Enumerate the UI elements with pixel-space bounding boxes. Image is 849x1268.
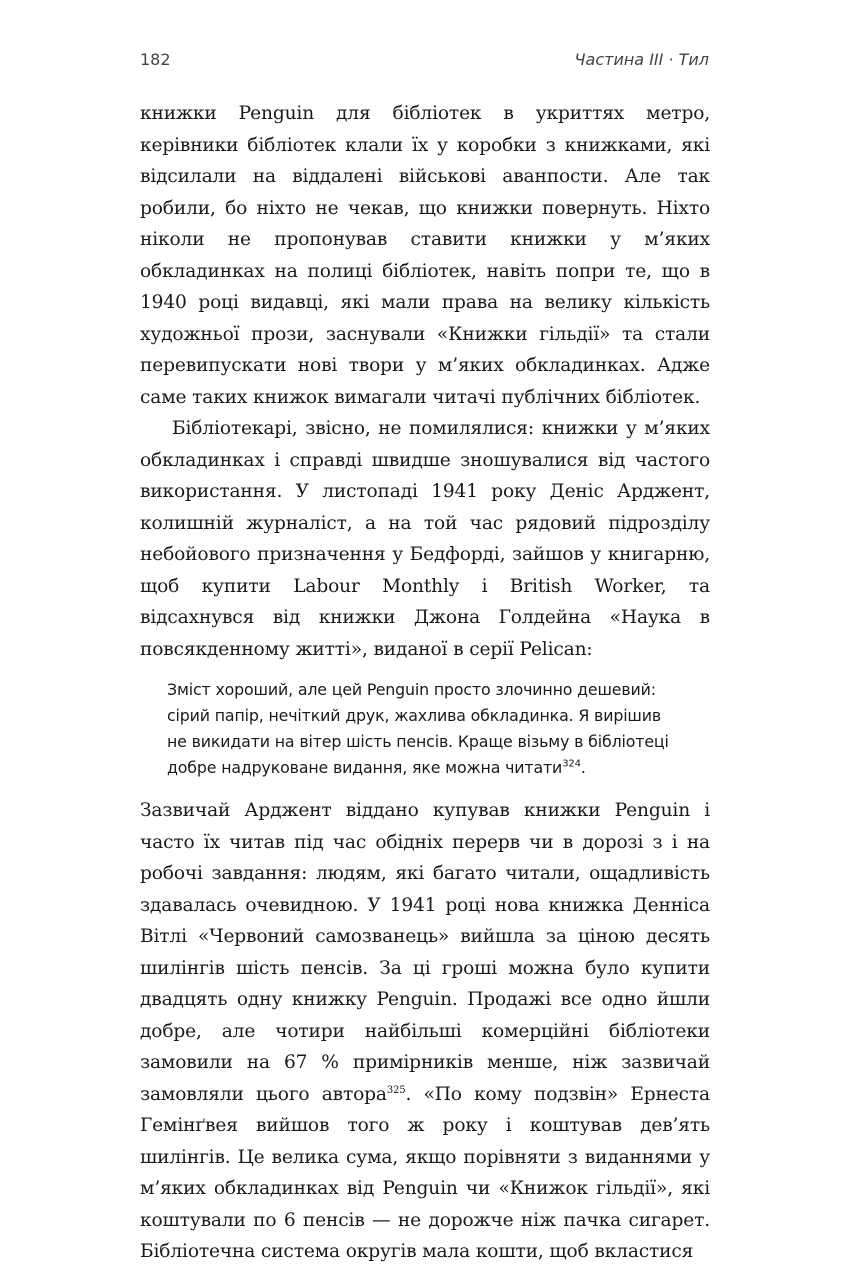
paragraph-3-part-2: . «По кому подзвін» Ернеста Гемінґвея вийшов того ж року і коштував дев’ять шилінгів. Це велика сума, якщо порівняти з виданнями у м’яких обкладинках від Penguin чи «Книжок гільдії», які коштували по 6 пенсів — не дорожче ніж пачка сигарет. Бібліотечна система округів мала кошти, щоб вкластися (140, 1083, 710, 1262)
quote-line-4 (167, 755, 710, 781)
quote-line-2: сірий папір, нечіткий друк, жахлива обкладинка. Я вирішив (167, 706, 662, 725)
running-head: Частина III · Тил (574, 50, 709, 69)
paragraph-2: Бібліотекарі, звісно, не помилялися: книжки у м’яких обкладинках і справді швидше зношувалися від частого використання. У листопаді 1941 року Деніс Арджент, колишній журналіст, а на той час рядовий підрозділу небойового призначення у Бедфорді, зайшов у книгарню, щоб купити Labour Monthly і British Worker, та відсахнувся від книжки Джона Голдейна «Наука в повсякденному житті», виданої в серії Pelican: (140, 418, 710, 660)
quote-end-punct: . (580, 758, 586, 777)
page-header (140, 50, 709, 74)
body-text (140, 98, 710, 1268)
paragraph-3 (140, 795, 710, 1268)
page-number: 182 (140, 50, 171, 69)
quote-line-1: Зміст хороший, але цей Penguin просто злочинно дешевий: (167, 680, 656, 699)
paragraph-3-part-1: Зазвичай Арджент віддано купував книжки Penguin і часто їх читав під час обідніх перерв чи в дорозі з і на робочі завдання: людям, які багато читали, ощадливість здавалась очевидною. У 1941 році нова книжка Денніса Вітлі «Червоний самозванець» вийшла за ціною десять шилінгів шість пенсів. За ці гроші можна було купити двадцять одну книжку Penguin. Продажі все одно йшли добре, але чотири найбільші комерційні бібліотеки замовили на 67 % примірників менше, ніж зазвичай замовляли цього автора (140, 800, 710, 1105)
block-quote (167, 677, 710, 781)
footnote-ref-325[interactable]: 325 (386, 1084, 406, 1096)
quote-line-4-text: добре надруковане видання, яке можна читати (167, 758, 563, 777)
paragraph-1: книжки Penguin для бібліотек в укриттях метро, керівники бібліотек клали їх у коробки з книжками, які відсилали на віддалені військові аванпости. Але так робили, бо ніхто не чекав, що книжки повернуть. Ніхто ніколи не пропонував ставити книжки у м’яких обкладинках на полиці бібліотек, навіть попри те, що в 1940 році видавці, які мали права на велику кількість художньої прози, заснували «Книжки гільдії» та стали перевипускати нові твори у м’яких обкладинках. Адже саме таких книжок вимагали читачі публічних бібліотек. (140, 103, 710, 408)
quote-line-3: не викидати на вітер шість пенсів. Краще візьму в бібліотеці (167, 732, 669, 751)
footnote-ref-324[interactable]: 324 (562, 758, 581, 770)
